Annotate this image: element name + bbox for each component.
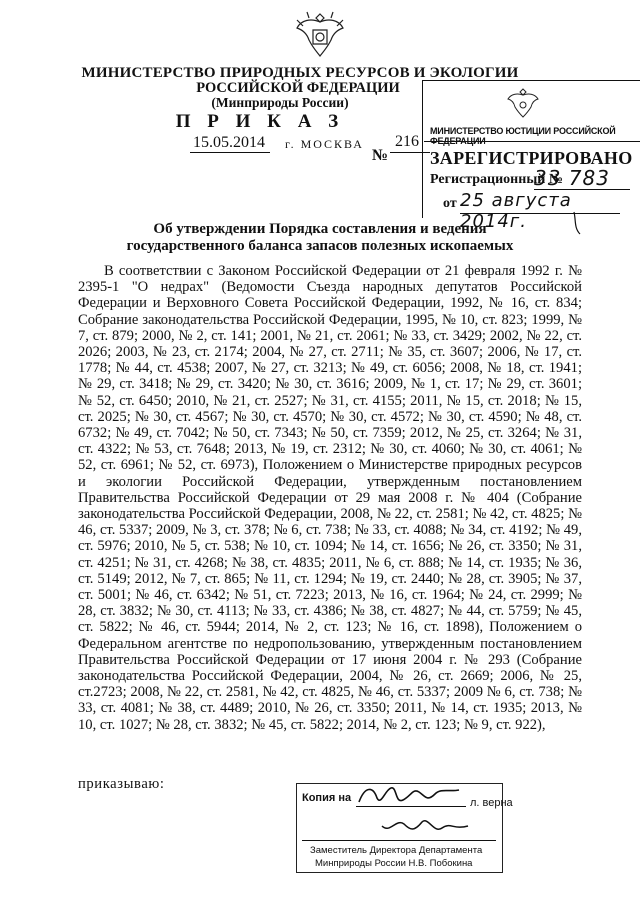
- stamp-number: 33 783: [534, 166, 610, 190]
- document-type: П Р И К А З: [175, 111, 345, 132]
- copy-true-label: л. верна: [470, 797, 513, 809]
- copy-role-line-1: Заместитель Директора Департамента: [310, 845, 483, 856]
- order-number-sign: №: [372, 147, 389, 164]
- ministry-name: МИНИСТЕРСТВО ПРИРОДНЫХ РЕСУРСОВ И ЭКОЛОГИИ: [81, 65, 519, 81]
- stamp-date: 25 августа 2014г.: [460, 190, 572, 232]
- stamp-number-label: Регистрационный №: [430, 172, 563, 187]
- order-date: 15.05.2014: [193, 134, 265, 151]
- closing-word: приказываю:: [78, 776, 165, 792]
- copy-sign-line: [302, 840, 496, 841]
- ministry-short-name: (Минприроды России): [211, 95, 349, 110]
- signature-2-icon: [378, 812, 478, 840]
- stamp-divider: [424, 141, 640, 142]
- small-emblem-icon: [505, 86, 541, 120]
- stamp-ministry: МИНИСТЕРСТВО ЮСТИЦИИ РОССИЙСКОЙ ФЕДЕРАЦИИ: [430, 126, 616, 146]
- stamp-date-label: от: [443, 196, 457, 211]
- date-underline: [190, 152, 270, 153]
- stamp-tail-mark-icon: [568, 210, 598, 236]
- order-number: 216: [395, 133, 419, 150]
- ministry-country: РОССИЙСКОЙ ФЕДЕРАЦИИ: [196, 80, 400, 96]
- subject-line-1: Об утверждении Порядка составления и ведения: [153, 221, 487, 237]
- stamp-border-left: [422, 80, 423, 218]
- stamp-registered: ЗАРЕГИСТРИРОВАНО: [430, 148, 633, 168]
- number-underline: [390, 152, 430, 153]
- copy-role-line-2: Минприроды России Н.В. Побокина: [315, 858, 473, 869]
- state-emblem-icon: [293, 8, 347, 60]
- signature-1-icon: [355, 782, 465, 810]
- stamp-border-top: [422, 80, 640, 81]
- subject-line-2: государственного баланса запасов полезных ископаемых: [126, 238, 514, 254]
- order-city: г. МОСКВА: [285, 137, 364, 151]
- body-paragraph: В соответствии с Законом Российской Федерации от 21 февраля 1992 г. № 2395-1 "О недрах" (Ведомости Съезда народных депутатов Российской Федерации и Верховного Совета Российской Федерации, 1992, № 16, ст. 834; Собрание законодательства Российской Федерации, 1995, № 10, ст. 823; 1999, № 7, ст. 879; 2000, № 2, ст. 141; 2001, № 21, ст. 2061; № 33, ст. 3429; 2002, № 22, ст. 2026; 2003, № 23, ст. 2174; 2004, № 27, ст. 2711; № 35, ст. 3607; 2006, № 17, ст. 1778; № 44, ст. 4538; 2007, № 27, ст. 3213; № 49, ст. 6056; 2008, № 18, ст. 1941; № 29, ст. 3418; № 29, ст. 3420; № 30, ст. 3616; 2009, № 1, ст. 17; № 29, ст. 3601; № 52, ст. 6450; 2010, № 21, ст. 2527; № 31, ст. 4155; 2011, № 15, ст. 2018; № 15, ст. 2025; № 30, ст. 4567; № 30, ст. 4570; № 30, ст. 4572; № 30, ст. 4590; № 48, ст. 6732; № 49, ст. 7042; № 50, ст. 7343; № 50, ст. 7359; 2012, № 25, ст. 3264; № 31, ст. 4322; № 53, ст. 7648; 2013, № 19, ст. 2312; № 30, ст. 4060; № 30, ст. 4061; № 52, ст. 6961; № 52, ст. 6973), Положением о Министерстве природных ресурсов и экологии Российской Федерации, утвержденным постановлением Правительства Российской Федерации от 29 мая 2008 г. № 404 (Собрание законодательства Российской Федерации, 2008, № 22, ст. 2581; № 42, ст. 4825; № 46, ст. 5337; 2009, № 3, ст. 378; № 6, ст. 738; № 33, ст. 4088; № 34, ст. 4192; № 49, ст. 5976; 2010, № 5, ст. 538; № 10, ст. 1094; № 14, ст. 1656; № 26, ст. 3350; № 31, ст. 4251; № 31, ст. 4268; № 38, ст. 4835; 2011, № 6, ст. 888; № 14, ст. 1935; № 36, ст. 5149; 2012, № 7, ст. 865; № 11, ст. 1294; № 19, ст. 2440; № 28, ст. 3905; № 37, ст. 5001; № 46, ст. 6342; № 51, ст. 7223; 2013, № 16, ст. 1964; № 24, ст. 2999; № 28, ст. 3832; № 30, ст. 4113; № 33, ст. 4386; № 38, ст. 4827; № 44, ст. 5759; № 45, ст. 5822; № 46, ст. 5944; 2014, № 2, ст. 123; № 16, ст. 1898), Положением о Федеральном агентстве по недропользованию, утвержденным постановлением Правительства Российской Федерации от 17 июня 2004 г. № 293 (Собрание законодательства Российской Федерации, 2004, № 26, ст. 2669; 2006, № 25, ст.2723; 2008, № 22, ст. 2581, № 42, ст. 4825, № 46, ст. 5337; 2009 № 6, ст. 738; № 33, ст. 4081; № 38, ст. 4489; 2010, № 26, ст. 3350; 2011, № 14, ст. 1935; 2013, № 10, ст. 1027; № 28, ст. 3832; № 45, ст. 5822; 2014, № 2, ст. 123; № 9, ст. 922),: [78, 263, 582, 733]
- copy-label: Копия на: [302, 792, 352, 804]
